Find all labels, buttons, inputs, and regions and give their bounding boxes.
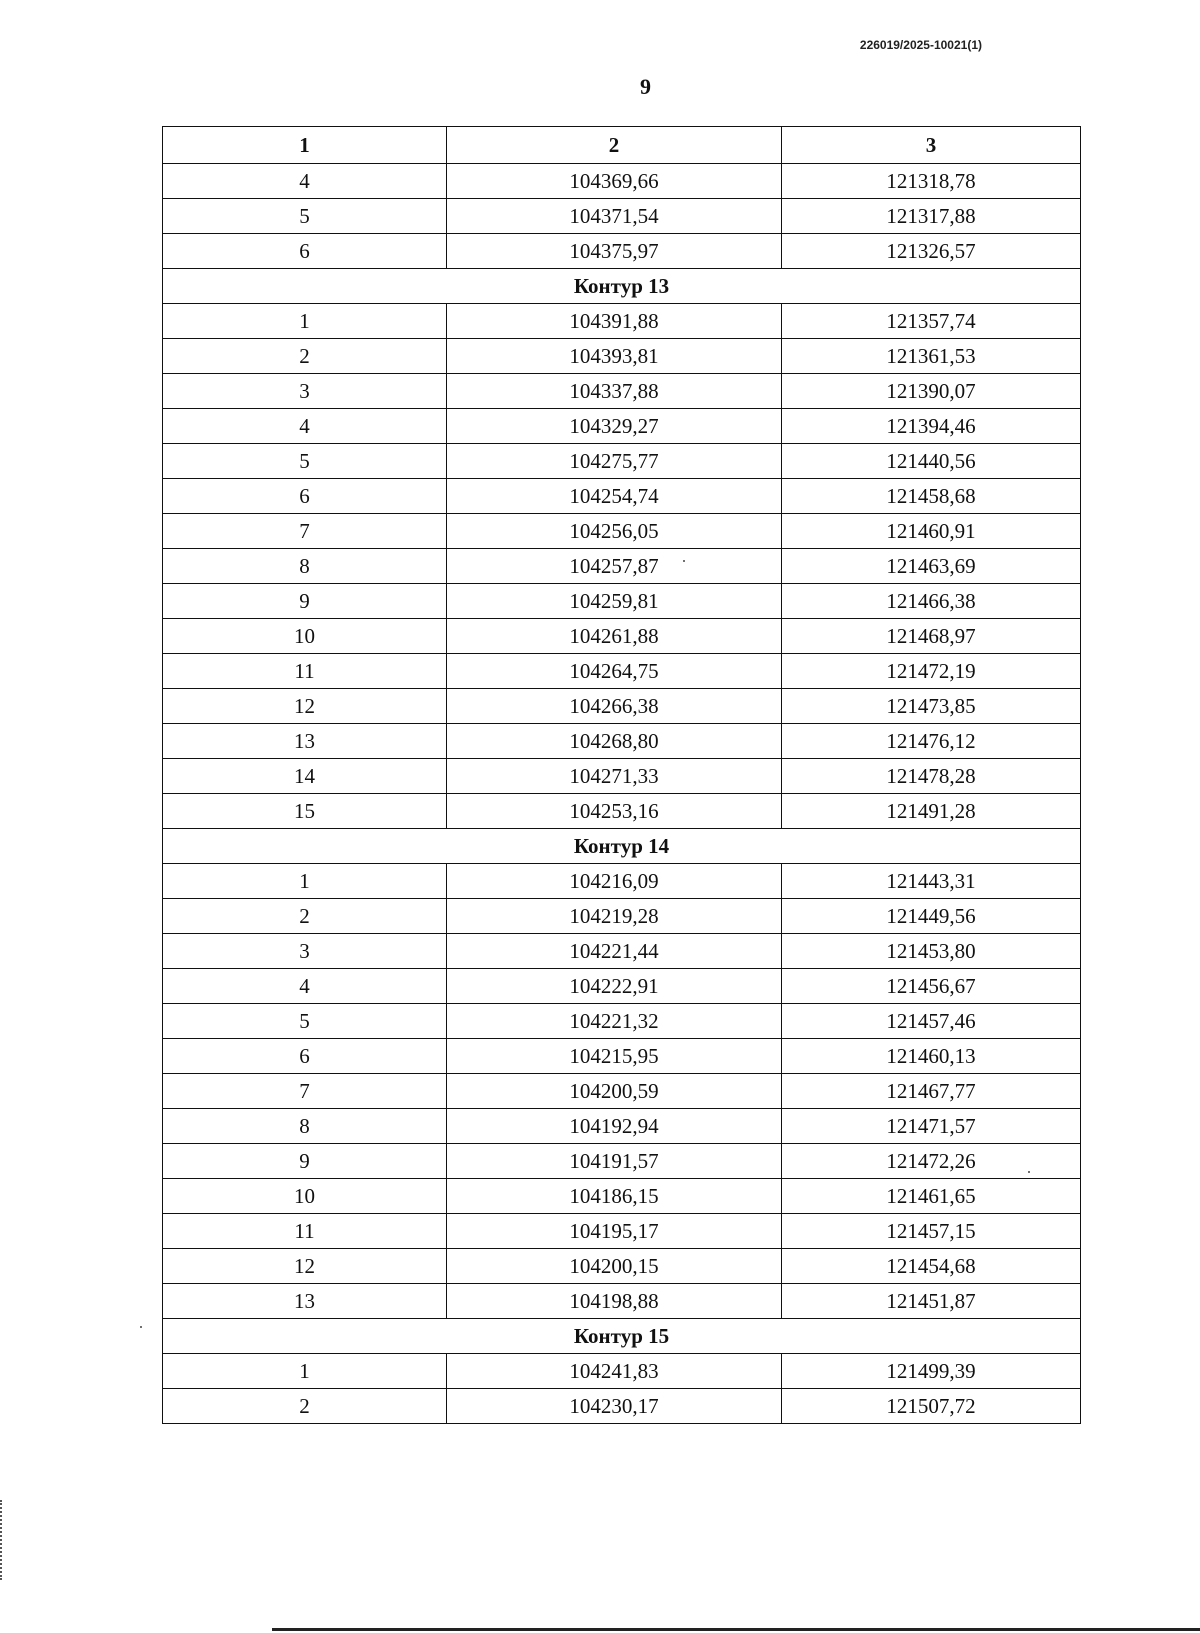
coordinate-y-cell: 121466,38 bbox=[782, 584, 1081, 619]
section-title: Контур 13 bbox=[163, 269, 1081, 304]
table-row bbox=[163, 1214, 1081, 1249]
point-number-cell: 2 bbox=[163, 339, 447, 374]
coordinate-y-cell: 121460,91 bbox=[782, 514, 1081, 549]
coordinate-x-cell: 104259,81 bbox=[447, 584, 782, 619]
coordinate-y-cell: 121478,28 bbox=[782, 759, 1081, 794]
coordinate-x-cell: 104230,17 bbox=[447, 1389, 782, 1424]
point-number-cell: 5 bbox=[163, 199, 447, 234]
point-number-cell: 11 bbox=[163, 1214, 447, 1249]
point-number-cell: 4 bbox=[163, 969, 447, 1004]
table-row bbox=[163, 1389, 1081, 1424]
table-row bbox=[163, 479, 1081, 514]
coordinate-x-cell: 104329,27 bbox=[447, 409, 782, 444]
point-number-cell: 3 bbox=[163, 934, 447, 969]
coordinate-x-cell: 104261,88 bbox=[447, 619, 782, 654]
table-row bbox=[163, 689, 1081, 724]
coordinate-x-cell: 104369,66 bbox=[447, 164, 782, 199]
coordinate-x-cell: 104216,09 bbox=[447, 864, 782, 899]
point-number-cell: 15 bbox=[163, 794, 447, 829]
point-number-cell: 2 bbox=[163, 899, 447, 934]
coordinate-y-cell: 121461,65 bbox=[782, 1179, 1081, 1214]
coordinate-y-cell: 121499,39 bbox=[782, 1354, 1081, 1389]
table-row bbox=[163, 1144, 1081, 1179]
point-number-cell: 12 bbox=[163, 689, 447, 724]
coordinate-x-cell: 104264,75 bbox=[447, 654, 782, 689]
coordinate-x-cell: 104257,87 bbox=[447, 549, 782, 584]
point-number-cell: 1 bbox=[163, 304, 447, 339]
coordinate-y-cell: 121458,68 bbox=[782, 479, 1081, 514]
table-row bbox=[163, 164, 1081, 199]
section-title: Контур 15 bbox=[163, 1319, 1081, 1354]
coordinate-x-cell: 104393,81 bbox=[447, 339, 782, 374]
table-row bbox=[163, 199, 1081, 234]
coordinate-y-cell: 121357,74 bbox=[782, 304, 1081, 339]
point-number-cell: 6 bbox=[163, 1039, 447, 1074]
point-number-cell: 7 bbox=[163, 1074, 447, 1109]
coordinate-x-cell: 104266,38 bbox=[447, 689, 782, 724]
point-number-cell: 4 bbox=[163, 409, 447, 444]
coordinate-y-cell: 121440,56 bbox=[782, 444, 1081, 479]
coordinate-x-cell: 104186,15 bbox=[447, 1179, 782, 1214]
point-number-cell: 10 bbox=[163, 619, 447, 654]
coordinate-x-cell: 104256,05 bbox=[447, 514, 782, 549]
point-number-cell: 9 bbox=[163, 584, 447, 619]
table-row bbox=[163, 444, 1081, 479]
section-header-row bbox=[163, 829, 1081, 864]
coordinate-x-cell: 104219,28 bbox=[447, 899, 782, 934]
scan-speck bbox=[140, 1326, 142, 1328]
coordinate-x-cell: 104391,88 bbox=[447, 304, 782, 339]
coordinate-x-cell: 104375,97 bbox=[447, 234, 782, 269]
table-row bbox=[163, 1074, 1081, 1109]
table-row bbox=[163, 969, 1081, 1004]
point-number-cell: 2 bbox=[163, 1389, 447, 1424]
table-row bbox=[163, 724, 1081, 759]
table-row bbox=[163, 1179, 1081, 1214]
point-number-cell: 12 bbox=[163, 1249, 447, 1284]
coordinate-y-cell: 121456,67 bbox=[782, 969, 1081, 1004]
scan-edge-mark bbox=[0, 1500, 5, 1580]
table-row bbox=[163, 1109, 1081, 1144]
point-number-cell: 6 bbox=[163, 234, 447, 269]
scan-bottom-edge bbox=[272, 1628, 1200, 1631]
coordinate-x-cell: 104192,94 bbox=[447, 1109, 782, 1144]
coordinate-y-cell: 121476,12 bbox=[782, 724, 1081, 759]
coordinate-y-cell: 121460,13 bbox=[782, 1039, 1081, 1074]
column-header: 2 bbox=[447, 127, 782, 164]
coordinate-y-cell: 121472,19 bbox=[782, 654, 1081, 689]
coordinate-x-cell: 104254,74 bbox=[447, 479, 782, 514]
coordinate-y-cell: 121451,87 bbox=[782, 1284, 1081, 1319]
coordinate-y-cell: 121449,56 bbox=[782, 899, 1081, 934]
coordinate-y-cell: 121457,15 bbox=[782, 1214, 1081, 1249]
coordinate-x-cell: 104198,88 bbox=[447, 1284, 782, 1319]
point-number-cell: 14 bbox=[163, 759, 447, 794]
coordinate-y-cell: 121457,46 bbox=[782, 1004, 1081, 1039]
coordinate-y-cell: 121326,57 bbox=[782, 234, 1081, 269]
coordinate-x-cell: 104268,80 bbox=[447, 724, 782, 759]
coordinate-x-cell: 104200,59 bbox=[447, 1074, 782, 1109]
point-number-cell: 1 bbox=[163, 1354, 447, 1389]
coordinate-x-cell: 104253,16 bbox=[447, 794, 782, 829]
table-row bbox=[163, 794, 1081, 829]
coordinate-y-cell: 121390,07 bbox=[782, 374, 1081, 409]
scan-speck bbox=[683, 560, 685, 562]
point-number-cell: 1 bbox=[163, 864, 447, 899]
coordinate-x-cell: 104200,15 bbox=[447, 1249, 782, 1284]
coordinate-y-cell: 121471,57 bbox=[782, 1109, 1081, 1144]
document-reference-number: 226019/2025-10021(1) bbox=[859, 38, 982, 52]
page-number: 9 bbox=[640, 74, 651, 99]
coordinate-x-cell: 104271,33 bbox=[447, 759, 782, 794]
coordinate-x-cell: 104241,83 bbox=[447, 1354, 782, 1389]
coordinate-y-cell: 121463,69 bbox=[782, 549, 1081, 584]
scan-speck bbox=[1028, 1171, 1030, 1173]
coordinate-y-cell: 121317,88 bbox=[782, 199, 1081, 234]
point-number-cell: 8 bbox=[163, 549, 447, 584]
coordinate-y-cell: 121467,77 bbox=[782, 1074, 1081, 1109]
table-row bbox=[163, 374, 1081, 409]
section-title: Контур 14 bbox=[163, 829, 1081, 864]
section-header-row bbox=[163, 269, 1081, 304]
point-number-cell: 13 bbox=[163, 1284, 447, 1319]
point-number-cell: 8 bbox=[163, 1109, 447, 1144]
coordinate-x-cell: 104191,57 bbox=[447, 1144, 782, 1179]
table-row bbox=[163, 234, 1081, 269]
coordinate-y-cell: 121491,28 bbox=[782, 794, 1081, 829]
table-row bbox=[163, 584, 1081, 619]
table-row bbox=[163, 759, 1081, 794]
coordinate-x-cell: 104337,88 bbox=[447, 374, 782, 409]
coordinates-table bbox=[162, 126, 1081, 1424]
coordinate-y-cell: 121473,85 bbox=[782, 689, 1081, 724]
coordinate-x-cell: 104221,44 bbox=[447, 934, 782, 969]
table-row bbox=[163, 864, 1081, 899]
coordinate-x-cell: 104215,95 bbox=[447, 1039, 782, 1074]
column-header: 1 bbox=[163, 127, 447, 164]
point-number-cell: 10 bbox=[163, 1179, 447, 1214]
table-row bbox=[163, 1004, 1081, 1039]
coordinate-y-cell: 121453,80 bbox=[782, 934, 1081, 969]
coordinate-y-cell: 121507,72 bbox=[782, 1389, 1081, 1424]
coordinate-x-cell: 104195,17 bbox=[447, 1214, 782, 1249]
point-number-cell: 3 bbox=[163, 374, 447, 409]
table-header-row bbox=[163, 127, 1081, 164]
coordinate-y-cell: 121394,46 bbox=[782, 409, 1081, 444]
table-row bbox=[163, 934, 1081, 969]
coordinate-x-cell: 104371,54 bbox=[447, 199, 782, 234]
point-number-cell: 5 bbox=[163, 1004, 447, 1039]
coordinate-y-cell: 121468,97 bbox=[782, 619, 1081, 654]
table-row bbox=[163, 409, 1081, 444]
point-number-cell: 5 bbox=[163, 444, 447, 479]
table-row bbox=[163, 1284, 1081, 1319]
table-row bbox=[163, 1039, 1081, 1074]
point-number-cell: 11 bbox=[163, 654, 447, 689]
point-number-cell: 4 bbox=[163, 164, 447, 199]
table-row bbox=[163, 899, 1081, 934]
table-row bbox=[163, 549, 1081, 584]
column-header: 3 bbox=[782, 127, 1081, 164]
coordinate-y-cell: 121443,31 bbox=[782, 864, 1081, 899]
point-number-cell: 7 bbox=[163, 514, 447, 549]
coordinate-y-cell: 121454,68 bbox=[782, 1249, 1081, 1284]
point-number-cell: 9 bbox=[163, 1144, 447, 1179]
table-row bbox=[163, 1249, 1081, 1284]
coordinate-y-cell: 121318,78 bbox=[782, 164, 1081, 199]
coordinate-x-cell: 104222,91 bbox=[447, 969, 782, 1004]
table-row bbox=[163, 654, 1081, 689]
coordinate-y-cell: 121361,53 bbox=[782, 339, 1081, 374]
table-row bbox=[163, 339, 1081, 374]
table-row bbox=[163, 1354, 1081, 1389]
coordinate-y-cell: 121472,26 bbox=[782, 1144, 1081, 1179]
section-header-row bbox=[163, 1319, 1081, 1354]
point-number-cell: 13 bbox=[163, 724, 447, 759]
coordinate-x-cell: 104275,77 bbox=[447, 444, 782, 479]
point-number-cell: 6 bbox=[163, 479, 447, 514]
table-row bbox=[163, 304, 1081, 339]
coordinates-table-body bbox=[163, 127, 1081, 1424]
table-row bbox=[163, 619, 1081, 654]
table-row bbox=[163, 514, 1081, 549]
coordinate-x-cell: 104221,32 bbox=[447, 1004, 782, 1039]
